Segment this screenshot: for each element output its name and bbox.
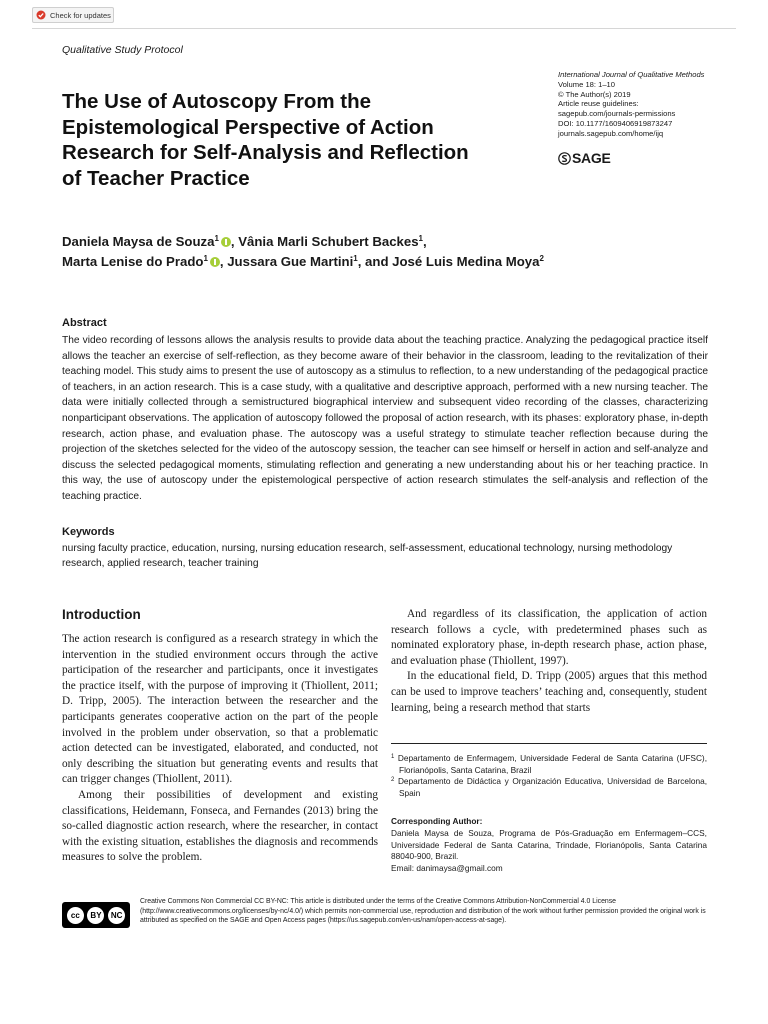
body-column-right bbox=[391, 607, 707, 716]
footnote-item bbox=[391, 753, 707, 776]
journal-copyright: © The Author(s) 2019 bbox=[558, 89, 631, 99]
license-text: Creative Commons Non Commercial CC BY-NC: This article is distributed under the terms of the Creative Commons Attribution-NonCommercial 4.0 License (http://www.creativecommons.org/licenses/by-nc/4.0/) which permits non-commercial use, reproduction and distribution of the work without further permission provided the original work is attributed as specified on the SAGE and Open Access pages (https://us.sagepub.com/en-us/nam/open-access-at-sage). bbox=[140, 898, 706, 925]
sage-wordmark: SAGE bbox=[572, 150, 611, 166]
cc-icon: cc bbox=[66, 906, 85, 925]
body-paragraph: Among their possibilities of development and existing classifications, Heidemann, Fonseca, and Fernandes (2013) bring the so-called diagnostic action research, where the researcher, in contact with the existing situation, establishes the diagnosis and recommends measures to solve the problem. bbox=[62, 788, 378, 864]
affiliation-footnotes bbox=[391, 753, 707, 799]
body-paragraph: The action research is configured as a research strategy in which the intervention in the studied environment occurs through the active participation of the researcher and participants, once it investigates the practice itself, with the purpose of improving it (Thiollent, 2011; D. Tripp, 2005). The interaction between the researcher and the participants generates cooperative action on the part of the people involved in the problem under observation, so that a problematic action detected can be investigated, elaborated, and conducted, not only describing the situation but generating events and results that can trigger changes (Thiollent, 2011). bbox=[62, 633, 378, 786]
footnote-divider bbox=[391, 743, 707, 744]
article-type: Qualitative Study Protocol bbox=[62, 44, 183, 56]
author-name: Daniela Maysa de Souza bbox=[62, 234, 215, 249]
introduction-heading: Introduction bbox=[62, 607, 141, 622]
body-paragraph: And regardless of its classification, the application of action research follows a cycle, with predetermined phases such as nominated exploratory phase, in-depth research phase, action phase, and evaluation phase (Thiollent, 1997). bbox=[391, 608, 707, 667]
nc-icon: NC bbox=[107, 906, 126, 925]
footnote-text: Departamento de Enfermagem, Universidade Federal de Santa Catarina (UFSC), Florianópolis, Santa Catarina, Brazil bbox=[397, 753, 708, 775]
journal-url[interactable]: journals.sagepub.com/home/ijq bbox=[558, 128, 664, 138]
corresponding-author-address: Daniela Maysa de Souza, Programa de Pós-Graduação em Enfermagem–CCS, Universidade Federal de Santa Catarina, Trindade, Florianópolis, Santa Catarina 88040-900, Brazil. bbox=[391, 828, 707, 862]
check-updates-label: Check for updates bbox=[50, 10, 111, 20]
sage-logo bbox=[558, 150, 610, 166]
keywords-text: nursing faculty practice, education, nursing, nursing education research, self-assessment, educational technology, nursing methodology research, applied research, teacher training bbox=[62, 543, 673, 569]
author-separator: , bbox=[423, 234, 427, 249]
abstract-heading: Abstract bbox=[62, 317, 107, 329]
header-divider bbox=[32, 28, 736, 29]
corresponding-author-heading: Corresponding Author: bbox=[391, 816, 483, 826]
sage-s-icon bbox=[558, 152, 571, 165]
author-list bbox=[62, 232, 702, 272]
check-for-updates-badge[interactable] bbox=[32, 7, 114, 23]
author-affiliation: 1 bbox=[353, 254, 358, 263]
author-affiliation: 2 bbox=[539, 254, 544, 263]
journal-info bbox=[558, 70, 748, 139]
reuse-guidelines-link[interactable]: sagepub.com/journals-permissions bbox=[558, 109, 676, 119]
author-name: Jussara Gue Martini bbox=[227, 254, 354, 269]
keywords-heading: Keywords bbox=[62, 526, 115, 538]
by-icon: BY bbox=[86, 906, 105, 925]
body-column-left bbox=[62, 632, 378, 866]
author-separator: , bbox=[230, 234, 239, 249]
author-separator: , and bbox=[357, 254, 393, 269]
corresponding-author-email[interactable]: Email: danimaysa@gmail.com bbox=[391, 862, 503, 873]
body-paragraph: In the educational field, D. Tripp (2005) argues that this method can be used to improve teachers’ teaching and, consequently, student learning, being a research method that starts bbox=[391, 670, 707, 714]
orcid-icon[interactable] bbox=[221, 237, 231, 247]
author-name: José Luis Medina Moya bbox=[392, 254, 540, 269]
doi[interactable]: DOI: 10.1177/1609406919873247 bbox=[558, 118, 673, 128]
reuse-guidelines-label: Article reuse guidelines: bbox=[558, 99, 639, 109]
article-title: The Use of Autoscopy From the Epistemological Perspective of Action Research for Self-Analysis and Reflection of Teacher Practice bbox=[62, 90, 469, 190]
cc-license-badge[interactable] bbox=[62, 902, 130, 928]
journal-volume: Volume 18: 1–10 bbox=[558, 79, 615, 89]
footnote-text: Departamento de Didáctica y Organización Educativa, Universidad de Barcelona, Spain bbox=[397, 776, 707, 798]
footnote-item bbox=[391, 776, 707, 799]
author-separator: , bbox=[219, 254, 228, 269]
author-affiliation: 1 bbox=[203, 254, 208, 263]
check-updates-icon bbox=[36, 10, 46, 20]
abstract-text: The video recording of lessons allows the analysis results to provide data about the teaching practice. Analyzing the pedagogical practice itself allows the teacher an exercise of self-reflection, as they become aware of their behavior in the classroom, leading to the revitalization of their teaching model. This study aims to present the use of autoscopy as a stimulus to reflection, to a new understanding of the pedagogical practice of teachers, in an action research. This is a case study, with a qualitative and descriptive approach, performed with a new nursing teacher. The data were initially collected through a semistructured biographical interview and subsequent video recording of the classes, characterizing nonparticipant observations. The application of autoscopy followed the proposal of action research, with its phases: exploratory phase, in-depth research, action phase, and evaluation phase. The autoscopy was a useful strategy to stimulate teacher reflection because during the projection of the sketches selected for the video of the autoscopy session, the teacher can see himself or herself in action and self-analyze and discuss the selected pedagogical moments, stimulating reflection and generating a new understanding about his or her teaching practice. In this way, the use of autoscopy under the epistemological perspective of action research stimulates the self-analysis and reflection of the teaching practice. bbox=[62, 335, 708, 502]
author-affiliation: 1 bbox=[418, 234, 423, 243]
corresponding-author-details bbox=[391, 828, 707, 874]
author-affiliation: 1 bbox=[214, 234, 219, 243]
journal-name: International Journal of Qualitative Methods bbox=[558, 70, 705, 79]
orcid-icon[interactable] bbox=[210, 257, 220, 267]
footnote-number: 1 bbox=[391, 754, 395, 760]
author-name: Marta Lenise do Prado bbox=[62, 254, 204, 269]
author-name: Vânia Marli Schubert Backes bbox=[238, 234, 419, 249]
footnote-number: 2 bbox=[391, 777, 395, 784]
